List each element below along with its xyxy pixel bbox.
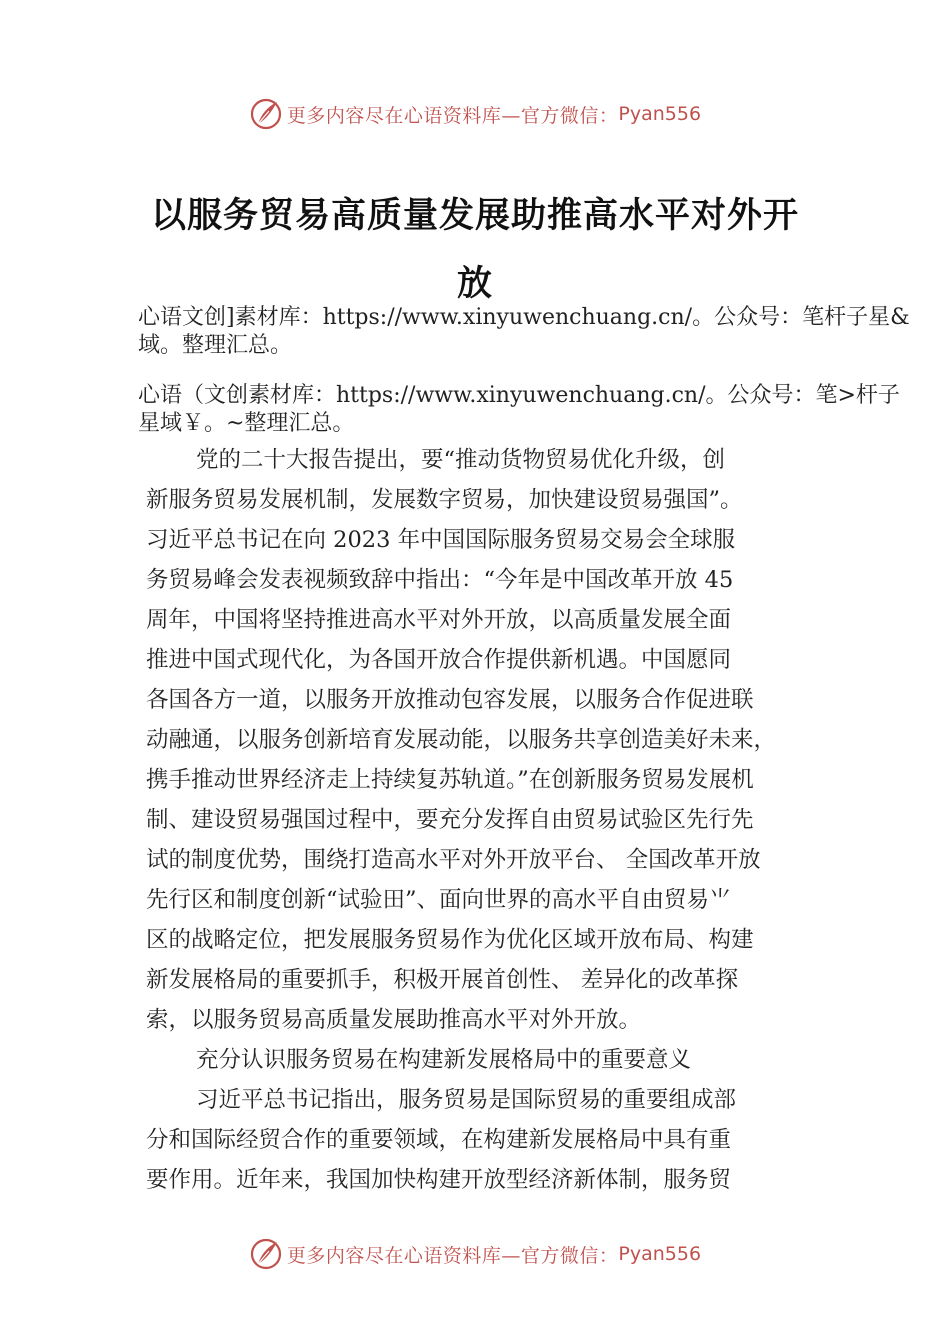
body-line: 试的制度优势，围绕打造高水平对外开放平台、 全国改革开放 [146,847,761,873]
quill-logo-icon [249,1237,283,1271]
body-line: 务贸易峰会发表视频致辞中指出：“今年是中国改革开放 45 [146,567,734,593]
body-line: 各国各方一道，以服务开放推动包容发展，以服务合作促进联 [146,687,754,713]
body-line: 区的战略定位，把发展服务贸易作为优化区域开放布局、构建 [146,927,754,953]
body-line: 党的二十大报告提出，要“推动货物贸易优化升级，创 [196,447,726,473]
body-line: 动融通，以服务创新培育发展动能，以服务共享创造美好未来， [146,727,777,753]
body-line: 新发展格局的重要抓手，积极开展首创性、 差异化的改革探 [146,967,739,993]
body-line: 习近平总书记在向 2023 年中国国际服务贸易交易会全球服 [146,527,736,553]
body-line: 制、建设贸易强国过程中，要充分发挥自由贸易试验区先行先 [146,807,754,833]
body-line: 习近平总书记指出，服务贸易是国际贸易的重要组成部 [196,1087,737,1113]
section-heading: 充分认识服务贸易在构建新发展格局中的重要意义 [196,1047,692,1073]
quill-logo-icon [249,97,283,131]
body-line: 要作用。近年来，我国加快构建开放型经济新体制，服务贸 [146,1167,732,1193]
doc-title-line2: 放 [456,264,493,304]
source-note-2: 心语（文创素材库：https://www.xinyuwenchuang.cn/。公众号：笔>杆子星域￥。~整理汇总。 [138,383,900,436]
doc-title-line1: 以服务贸易高质量发展助推高水平对外开 [150,196,799,236]
body-line: 推进中国式现代化，为各国开放合作提供新机遇。中国愿同 [146,647,732,673]
source-note-1: 心语文创]素材库：https://www.xinyuwenchuang.cn/。公众号：笔杆子星&域。整理汇总。 [138,305,910,358]
banner-wechat-id: Pyan556 [618,103,702,125]
header-banner [0,92,950,136]
banner-text: 更多内容尽在心语资料库—官方微信： [286,1244,619,1267]
body-line: 周年，中国将坚持推进高水平对外开放，以高质量发展全面 [146,607,732,633]
article-body [146,440,836,1200]
body-line: 新服务贸易发展机制，发展数字贸易，加快建设贸易强国”。 [146,487,743,513]
banner-text: 更多内容尽在心语资料库—官方微信： [286,104,619,127]
body-line: 先行区和制度创新“试验田”、面向世界的高水平自由贸易⺌ [146,887,732,913]
body-line: 索，以服务贸易高质量发展助推高水平对外开放。 [146,1007,642,1033]
body-line: 分和国际经贸合作的重要领域，在构建新发展格局中具有重 [146,1127,732,1153]
banner-wechat-id: Pyan556 [618,1243,702,1265]
body-line: 携手推动世界经济走上持续复苏轨道。”在创新服务贸易发展机 [146,767,754,793]
footer-banner [0,1232,950,1276]
